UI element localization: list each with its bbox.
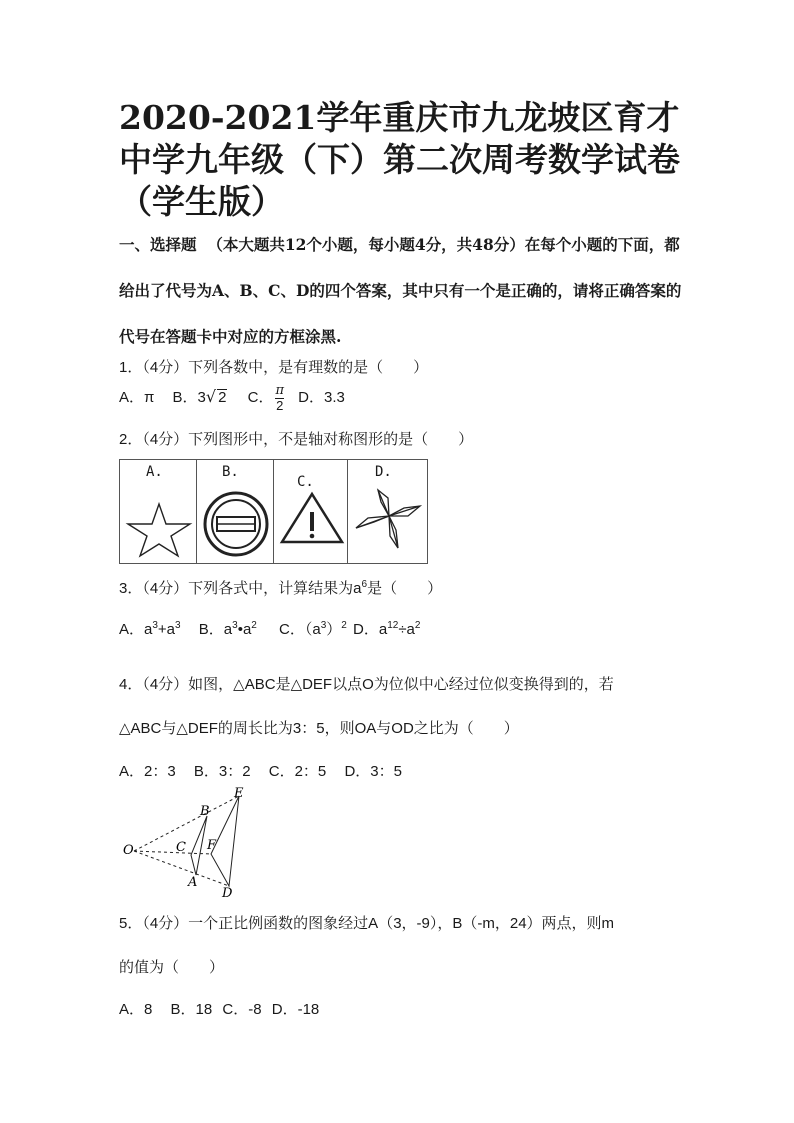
similar-triangles-figure — [119, 784, 269, 900]
q2-label-b: B. — [222, 464, 239, 480]
q4-option-b: B．3：2 — [193, 763, 251, 780]
question-5-options — [119, 998, 319, 1019]
q2-label-a: A. — [146, 464, 163, 480]
figure-label-o: O — [123, 843, 134, 858]
q5-stem-line1: 5．（4分）一个正比例函数的图象经过A（3，-9），B（-m，24）两点，则m — [119, 915, 615, 932]
q2-cell-c — [273, 459, 348, 564]
figure-label-d: D — [222, 886, 233, 900]
q1-option-d: D．3.3 — [298, 389, 345, 407]
q3-stem-tail: 是（ ） — [367, 580, 443, 597]
question-3-stem — [119, 577, 442, 598]
q3-stem-text: 3．（4分）下列各式中，计算结果为a — [119, 580, 362, 597]
question-3-options — [119, 618, 420, 639]
q1-option-c — [248, 384, 286, 413]
q5-option-d: D．-18 — [271, 1001, 320, 1018]
question-4-options — [119, 760, 402, 781]
sqrt-icon: √ — [205, 387, 217, 407]
q1-option-c-fraction — [275, 384, 284, 413]
q3-option-a: A．$a^3+a^3$ — [119, 620, 181, 638]
question-1-options — [119, 384, 345, 413]
figure-label-f: F — [207, 838, 217, 853]
q4-stem-line1: 4．（4分）如图，△ABC是△DEF以点O为位似中心经过位似变换得到的，若 — [119, 676, 614, 693]
document-title: 2020-2021学年重庆市九龙坡区育才中学九年级（下）第二次周考数学试卷（学生版） — [119, 98, 680, 221]
question-5-stem — [119, 902, 684, 990]
q3-option-b: B．$a^3•a^2$ — [198, 620, 257, 638]
q3-stem-exponent: 6 — [361, 579, 368, 590]
q5-option-c: C．-8 — [222, 1001, 262, 1018]
question-2-stem: 2．（4分）下列图形中，不是轴对称图形的是（ ） — [119, 431, 474, 448]
q5-option-a: A．8 — [119, 1001, 153, 1018]
q2-cell-d — [347, 459, 428, 564]
q1-option-b — [173, 386, 228, 407]
q5-stem-line2: 的值为（ ） — [119, 959, 225, 976]
q3-option-d: D．$a^{12}\div a^2$ — [353, 620, 421, 638]
section-description: （本大题共12个小题，每小题4分，共48分）在每个小题的下面，都给出了代号为A、B、C、D的四个答案，其中只有一个是正确的，请将正确答案的代号在答题卡中对应的方框涂黑. — [119, 235, 682, 346]
q1-option-b-radicand: 2 — [218, 389, 227, 407]
figure-label-a: A — [188, 875, 198, 890]
q2-label-d: D. — [375, 464, 392, 480]
q4-stem-line2: △ABC与△DEF的周长比为3：5，则OA与OD之比为（ ） — [119, 720, 519, 737]
q2-cell-a — [119, 459, 197, 564]
q4-option-d: D．3：5 — [344, 763, 402, 780]
q2-label-c: C. — [297, 474, 314, 490]
q5-option-b: B．18 — [170, 1001, 213, 1018]
q1-option-a: A．π — [119, 389, 155, 407]
figure-label-c: C — [176, 840, 186, 855]
section-heading: 一、选择题 — [119, 235, 197, 254]
q2-cell-b — [196, 459, 274, 564]
question-1-stem: 1．（4分）下列各数中，是有理数的是（ ） — [119, 359, 429, 376]
figure-label-e: E — [234, 786, 244, 801]
q1-option-b-coefficient: B．3 — [172, 389, 206, 407]
q4-option-c: C．2：5 — [268, 763, 327, 780]
fraction-numerator: π — [275, 383, 284, 398]
question-2-figure-table — [119, 459, 428, 564]
section-instructions — [119, 222, 684, 360]
fraction-denominator: 2 — [276, 398, 284, 413]
q3-option-c: C．$(a^3)^2$ — [279, 620, 347, 638]
q4-option-a: A．2：3 — [119, 763, 176, 780]
figure-label-b: B — [200, 804, 210, 819]
question-4-stem — [119, 663, 684, 751]
q1-option-c-label: C． — [247, 389, 274, 407]
